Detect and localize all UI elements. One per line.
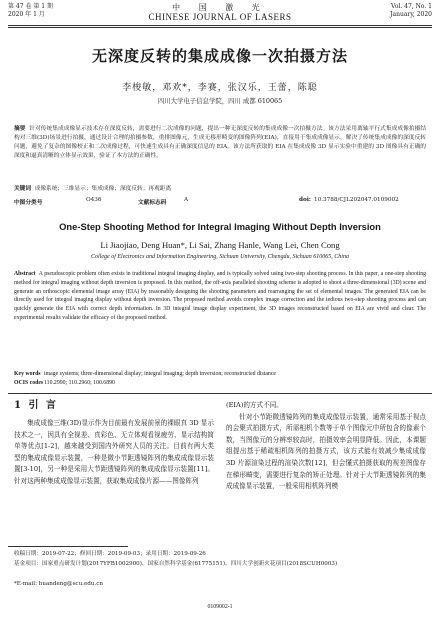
abstract-en-text: A pseudoscopic problem often exists in traditional integral imaging display, and is typically solved using two-step shooting process. In this paper, a one-step shooting method for integral imaging without depth inversion is proposed. In this method, the off-axis paralleled shooting scheme is adopted to shoot a three-dimensional (3D) scene and generate an orthoscopic elemental image array (EIA) by reasonably designing the shooting parameters and rearranging the set of elemental images. The generated EIA can be directly used for integral imaging display without depth inversion. The proposed method avoids complex image correction and the tedious two-step shooting process and can quickly generate the EIA with correct depth information. In 3D integral image display experiment, the 3D images reconstructed based on EIA are vivid and clear. The experimental results validate the efficacy of the proposed method. [14,271,426,321]
paper-title-en: One-Step Shooting Method for Integral Imaging Without Depth Inversion [59,221,381,232]
authors-zh: 李梭敏，邓欢*，李赛，张汉乐，王蕾，陈聪 [122,83,318,93]
volume-zh: 第 47 卷 第 1 期 [8,3,53,10]
doi-value: 10.3788/CJL202047.0109002 [314,197,399,203]
affiliation-zh: 四川大学电子信息学院，四川 成都 610065 [157,97,283,105]
ocis-value: 110.2990; 110.2960; 100.6890 [44,379,115,386]
clc-label: 中图分类号 [14,200,43,206]
paper-title-zh: 无深度反转的集成成像一次拍摄方法 [91,47,348,65]
journal-name-zh: 中 国 激 光 [172,3,268,12]
ocis-label: OCIS codes [14,379,44,386]
footnote-received: 收稿日期：2019-07-22；修回日期：2019-09-03；录用日期：2019-09-26 [14,551,206,557]
header-rule [8,25,432,26]
section-1-heading: 1 引 言 [14,400,58,411]
abstract-zh-label: 摘要 [14,126,26,132]
keywords-zh-text: 成像系统；三维显示；集成成像；深度反转；再观距离 [34,186,172,192]
section-heading-wrap [14,400,214,416]
abstract-zh [14,125,426,161]
doc-code-value: A [184,197,189,203]
authors-en: Li Jiaojiao, Deng Huan*, Li Sai, Zhang Hanle, Wang Lei, Chen Cong [100,240,340,250]
intro-paragraph-2: 针对小节距微透镜阵列的集成成像显示装置，通常采用基于视点的会聚式拍摄方式，所需相机个数等于单个图像元中所包含的像素个数，当图像元的分辨率较高时，拍摄效率会明显降低。因此，本课题组提出基于稀疏相机阵列的拍摄方式，该方式能有效减少集成成像 3D 片源渲染过程的渲染次数[12]，但会懂式拍摄获取的视差图像存在梯形畸变，需要进行复杂的矫正处理。针对于大节距透镜阵列的集成成像显示装置，一般采用相机阵列模 [226,412,426,491]
journal-name-en: CHINESE JOURNAL OF LASERS [148,12,292,22]
volume-en: Vol. 47, No. 1 [391,3,432,10]
footnote-rule [8,546,128,547]
intro-paragraph-1: 集成成像三维(3D)显示作为目前最有发展前景的裸眼真 3D 显示技术之一，因具有全视差、真彩色、无立体观看视疲劳、显示结构简单等优点[1-2]，越来越受到国内外研究人员的关注。目前有两大类型的集成成像显示装置，一种是微小节距透镜阵列的集成成像显示装置[3-10]，另一种是采用大节距透镜阵列的集成成像显示装置[11]。针对这两种集成成像显示装置，获取集成成像片源——图像阵列 [14,419,214,485]
footnote-fund: 基金项目：国家重点研发计划(2017YFB1002900)、国家自然科学基金(61775151)、四川大学创新火花项目(2018SCUH0003) [14,561,338,567]
abstract-en-label: Abstract [14,271,36,277]
intro-right-continuation: (EIA)的方式不同。 [226,401,283,409]
keywords-en-text: image systems; three-dimensional display; integral imaging; depth inversion; reconstructed distance [44,371,276,377]
doi-label: doi: [299,197,312,203]
keywords-zh [14,185,426,194]
abstract-divider [8,393,432,394]
page-number: 0109002-1 [207,604,233,610]
doc-code-label: 文献标志码 [138,200,167,206]
date-zh: 2020 年 1 月 [8,11,45,18]
header-rule-thin [8,27,432,28]
header-right [390,3,432,19]
affiliation-en: College of Electronics and Information Engineering, Sichuan University, Chengdu, Sichuan 610065, China [91,254,349,260]
abstract-en [14,270,426,323]
intro-right-column [226,400,426,493]
date-en: January, 2020 [390,11,432,18]
clc-value: O436 [86,197,102,203]
footnote-email: *E-mail: huandeng@scu.edu.cn [14,581,103,587]
keywords-en [14,370,426,388]
intro-left-column [14,418,214,488]
keywords-en-label: Key words [14,371,41,377]
abstract-zh-text: 针对传统集成成像显示技术存在深度反转，需要进行二次成像的问题，提出一种无深度反转的集成成像一次拍摄方法。该方法采用离轴平行式集成成像拍摄结构对三维(3D)场景进行拍摄，通过设计合理的拍摄参数，重排图像元，生成无移形畸变的图像阵列(EIA)，直接用于集成成像显示，解决了传统集成成像的深度反转问题，避免了复杂的图像校正和二次成像过程，可快速生成具有正确深度信息的 EIA。该方法所获取的 EIA 在集成成像 3D 显示实验中重建的 3D 图像具有正确的深度和逼真清晰的立体显示效果，验证了本方法的正确性。 [14,126,427,159]
keywords-zh-label: 关键词 [14,186,32,192]
